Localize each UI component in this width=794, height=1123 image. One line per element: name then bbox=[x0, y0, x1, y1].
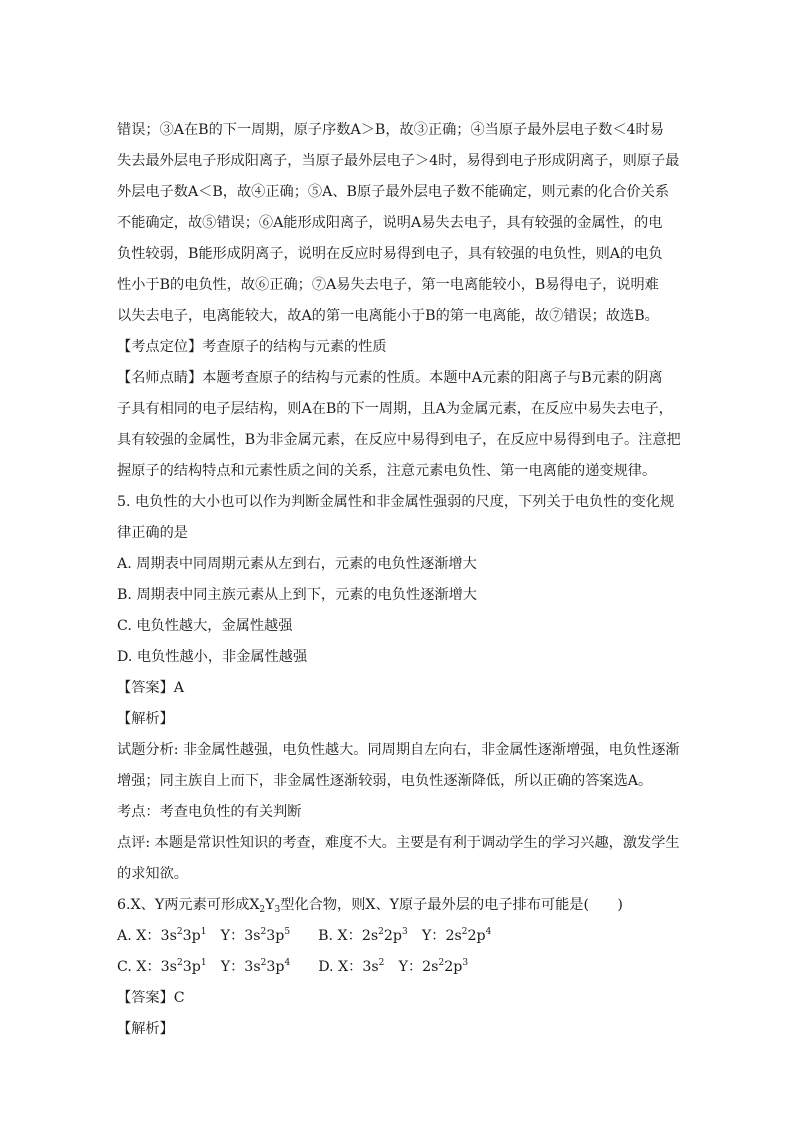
q6-option-b: B. X：$2s^22p^3$ Y：$2s^22p^4$ bbox=[318, 927, 492, 944]
text-line: 不能确定，故⑤错误；⑥A能形成阳离子，说明A易失去电子，具有较强的金属性，的电 bbox=[117, 215, 663, 231]
text-line: 负性较弱，B能形成阴离子，说明在反应时易得到电子，具有较强的电负性，则A的电负 bbox=[117, 246, 663, 262]
q6-options-cd bbox=[117, 952, 685, 983]
mingshi-line: 子具有相同的电子层结构，则A在B的下一周期，且A为金属元素，在反应中易失去电子， bbox=[117, 401, 673, 417]
q5-answer: 【答案】A bbox=[117, 680, 184, 696]
q5-stem: 5. 电负性的大小也可以作为判断金属性和非金属性强弱的尺度，下列关于电负性的变化规 bbox=[117, 494, 675, 510]
q6-analysis-title: 【解析】 bbox=[117, 1021, 174, 1037]
text-line: 性小于B的电负性，故⑥正确；⑦A易失去电子，第一电离能较小，B易得电子，说明难 bbox=[117, 277, 659, 293]
q5-dianping: 点评: 本题是常识性知识的考查，难度不大。主要是有利于调动学生的学习兴趣，激发学生 bbox=[117, 835, 680, 851]
document-body bbox=[117, 115, 685, 1045]
mingshi-line: 【名师点睛】本题考查原子的结构与元素的性质。本题中A元素的阳离子与B元素的阴离 bbox=[117, 370, 663, 386]
q5-kaodian: 考点：考查电负性的有关判断 bbox=[117, 804, 302, 820]
q5-analysis-title: 【解析】 bbox=[117, 711, 174, 727]
q5-analysis: 试题分析: 非金属性越强，电负性越大。同周期自左向右，非金属性逐渐增强，电负性逐渐 bbox=[117, 742, 680, 758]
q5-option-c: C. 电负性越大，金属性越强 bbox=[117, 618, 293, 634]
text-line: 失去最外层电子形成阳离子，当原子最外层电子＞4时，易得到电子形成阴离子，则原子最 bbox=[117, 153, 680, 169]
text-line: 错误；③A在B的下一周期，原子序数A＞B，故③正确；④当原子最外层电子数＜4时易 bbox=[117, 122, 664, 138]
mingshi-line: 握原子的结构特点和元素性质之间的关系，注意元素电负性、第一电离能的递变规律。 bbox=[117, 463, 657, 479]
kaodian-label: 【考点定位】考查原子的结构与元素的性质 bbox=[117, 339, 387, 355]
text-line: 外层电子数A＜B，故④正确；⑤A、B原子最外层电子数不能确定，则元素的化合价关系 bbox=[117, 184, 670, 200]
q5-analysis: 增强；同主族自上而下，非金属性逐渐较弱，电负性逐渐降低，所以正确的答案选A。 bbox=[117, 773, 653, 789]
text-line: 以失去电子，电离能较大，故A的第一电离能小于B的第一电离能，故⑦错误；故选B。 bbox=[117, 308, 659, 324]
q6-option-a: A. X：$3s^23p^1$ Y：$3s^23p^5$ bbox=[117, 927, 291, 944]
q6-option-c: C. X：$3s^23p^1$ Y：$3s^23p^4$ bbox=[117, 958, 291, 975]
q5-stem: 律正确的是 bbox=[117, 525, 188, 541]
q5-option-b: B. 周期表中同主族元素从上到下，元素的电负性逐渐增大 bbox=[117, 587, 477, 603]
q6-option-d: D. X：$3s^2$ Y：$2s^22p^3$ bbox=[318, 958, 469, 975]
q5-option-d: D. 电负性越小，非金属性越强 bbox=[117, 649, 308, 665]
q5-dianping: 的求知欲。 bbox=[117, 866, 188, 882]
mingshi-line: 具有较强的金属性，B为非金属元素，在反应中易得到电子，在反应中易得到电子。注意把 bbox=[117, 432, 681, 448]
q6-options-ab bbox=[117, 921, 685, 952]
q5-option-a: A. 周期表中同周期元素从左到右，元素的电负性逐渐增大 bbox=[117, 556, 477, 572]
q6-answer: 【答案】C bbox=[117, 990, 185, 1006]
q6-stem: 6.X、Y两元素可形成$X_2Y_3$型化合物，则X、Y原子最外层的电子排布可能是( ) bbox=[117, 897, 623, 915]
